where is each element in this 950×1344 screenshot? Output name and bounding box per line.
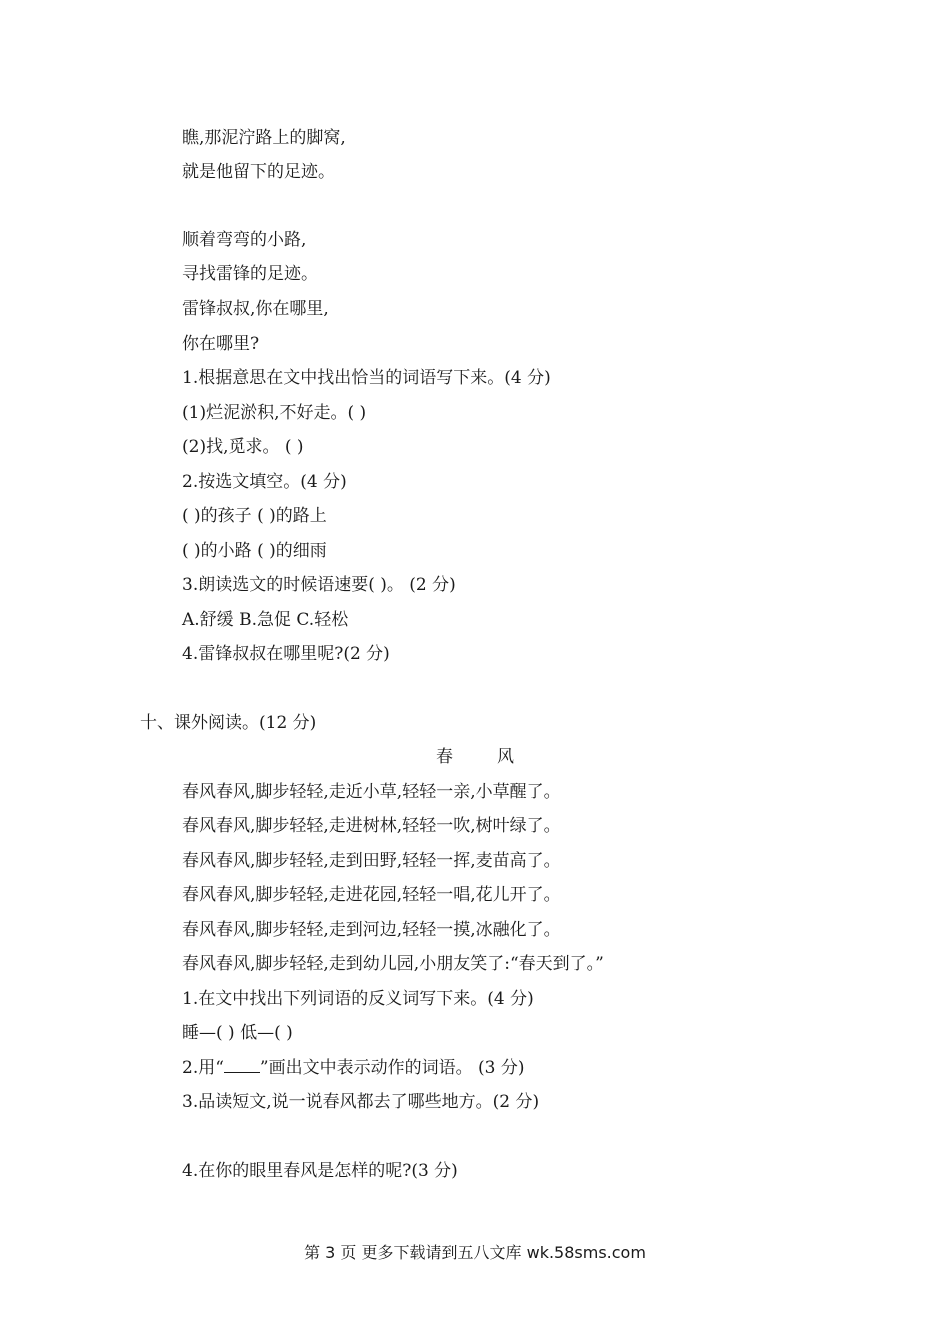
passage-line: 春风春风,脚步轻轻,走进树林,轻轻一吹,树叶绿了。 [182, 816, 561, 836]
reading-question-2-pre: 2.用“ [182, 1058, 224, 1078]
poem-line: 瞧,那泥泞路上的脚窝, [182, 128, 346, 148]
question-2-b: ( )的小路 ( )的细雨 [182, 541, 327, 561]
passage-title [0, 745, 950, 769]
reading-question-1: 1.在文中找出下列词语的反义词写下来。(4 分) [182, 989, 534, 1009]
poem-line: 雷锋叔叔,你在哪里, [182, 299, 329, 319]
question-3-options: A.舒缓 B.急促 C.轻松 [182, 610, 349, 630]
page-footer: 第 3 页 更多下载请到五八文库 wk.58sms.com [304, 1243, 646, 1262]
passage-line: 春风春风,脚步轻轻,走到河边,轻轻一摸,冰融化了。 [182, 920, 561, 940]
question-3: 3.朗读选文的时候语速要( )。 (2 分) [182, 575, 456, 595]
passage-title-right: 风 [497, 747, 514, 767]
reading-question-1-a: 睡—( ) 低—( ) [182, 1023, 293, 1043]
poem-line: 就是他留下的足迹。 [182, 162, 335, 182]
passage-line: 春风春风,脚步轻轻,走近小草,轻轻一亲,小草醒了。 [182, 782, 561, 802]
reading-question-3: 3.品读短文,说一说春风都去了哪些地方。(2 分) [182, 1092, 540, 1112]
poem-line: 寻找雷锋的足迹。 [182, 264, 318, 284]
question-2-a: ( )的孩子 ( )的路上 [182, 506, 327, 526]
reading-question-2 [182, 1056, 525, 1080]
section-heading: 十、课外阅读。(12 分) [140, 713, 317, 733]
passage-line: 春风春风,脚步轻轻,走进花园,轻轻一唱,花儿开了。 [182, 885, 561, 905]
reading-question-4: 4.在你的眼里春风是怎样的呢?(3 分) [182, 1161, 458, 1181]
underline-mark [224, 1058, 260, 1073]
question-4: 4.雷锋叔叔在哪里呢?(2 分) [182, 644, 390, 664]
poem-line: 顺着弯弯的小路, [182, 230, 307, 250]
question-1-a: (1)烂泥淤积,不好走。( ) [182, 403, 367, 423]
poem-line: 你在哪里? [182, 334, 260, 354]
passage-title-left: 春 [436, 747, 453, 767]
reading-question-2-post: ”画出文中表示动作的词语。 (3 分) [259, 1058, 525, 1078]
passage-line: 春风春风,脚步轻轻,走到田野,轻轻一挥,麦苗高了。 [182, 851, 561, 871]
question-1: 1.根据意思在文中找出恰当的词语写下来。(4 分) [182, 368, 551, 388]
question-2: 2.按选文填空。(4 分) [182, 472, 347, 492]
passage-line: 春风春风,脚步轻轻,走到幼儿园,小朋友笑了:“春天到了。” [182, 954, 604, 974]
question-1-b: (2)找,觅求。 ( ) [182, 437, 304, 457]
